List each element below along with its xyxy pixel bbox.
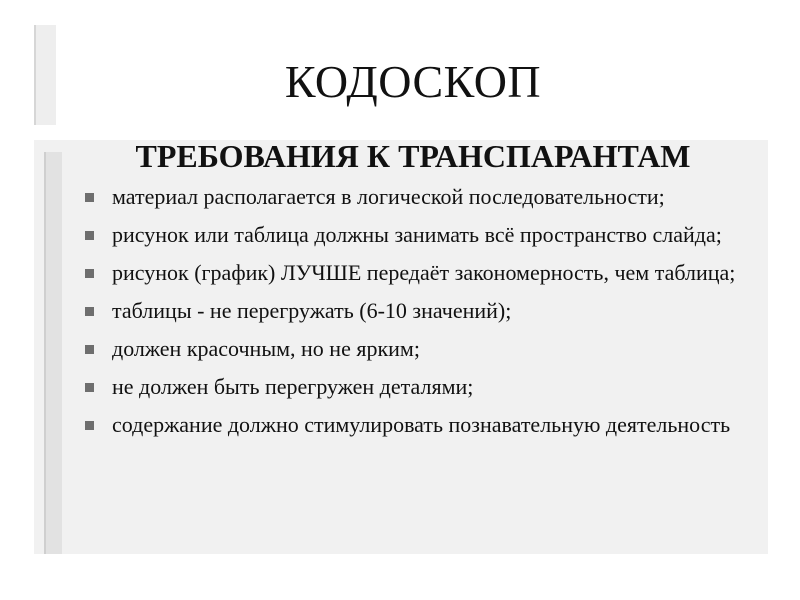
bullet-item bbox=[84, 372, 764, 402]
bullet-item bbox=[84, 220, 764, 250]
square-bullet-icon bbox=[85, 231, 94, 240]
bullet-text: рисунок (график) ЛУЧШЕ передаёт закономерность, чем таблица; bbox=[112, 260, 736, 285]
square-bullet-icon bbox=[85, 307, 94, 316]
square-bullet-icon bbox=[85, 193, 94, 202]
bullet-item bbox=[84, 296, 764, 326]
square-bullet-icon bbox=[85, 383, 94, 392]
square-bullet-icon bbox=[85, 345, 94, 354]
bullet-text: не должен быть перегружен деталями; bbox=[112, 374, 474, 399]
bullet-text: рисунок или таблица должны занимать всё пространство слайда; bbox=[112, 222, 722, 247]
bullet-item bbox=[84, 258, 764, 288]
bullet-text: должен красочным, но не ярким; bbox=[112, 336, 420, 361]
bullet-item bbox=[84, 182, 764, 212]
bullet-item bbox=[84, 410, 764, 440]
content-panel-edge bbox=[44, 152, 62, 554]
bullet-text: содержание должно стимулировать познавательную деятельность bbox=[112, 412, 731, 437]
bullet-text: материал располагается в логической последовательности; bbox=[112, 184, 665, 209]
square-bullet-icon bbox=[85, 269, 94, 278]
slide-title: КОДОСКОП bbox=[284, 56, 542, 107]
square-bullet-icon bbox=[85, 421, 94, 430]
slide-subtitle: ТРЕБОВАНИЯ К ТРАНСПАРАНТАМ bbox=[135, 138, 691, 174]
bullet-list bbox=[84, 182, 764, 448]
bullet-text: таблицы - не перегружать (6-10 значений); bbox=[112, 298, 512, 323]
bullet-item bbox=[84, 334, 764, 364]
